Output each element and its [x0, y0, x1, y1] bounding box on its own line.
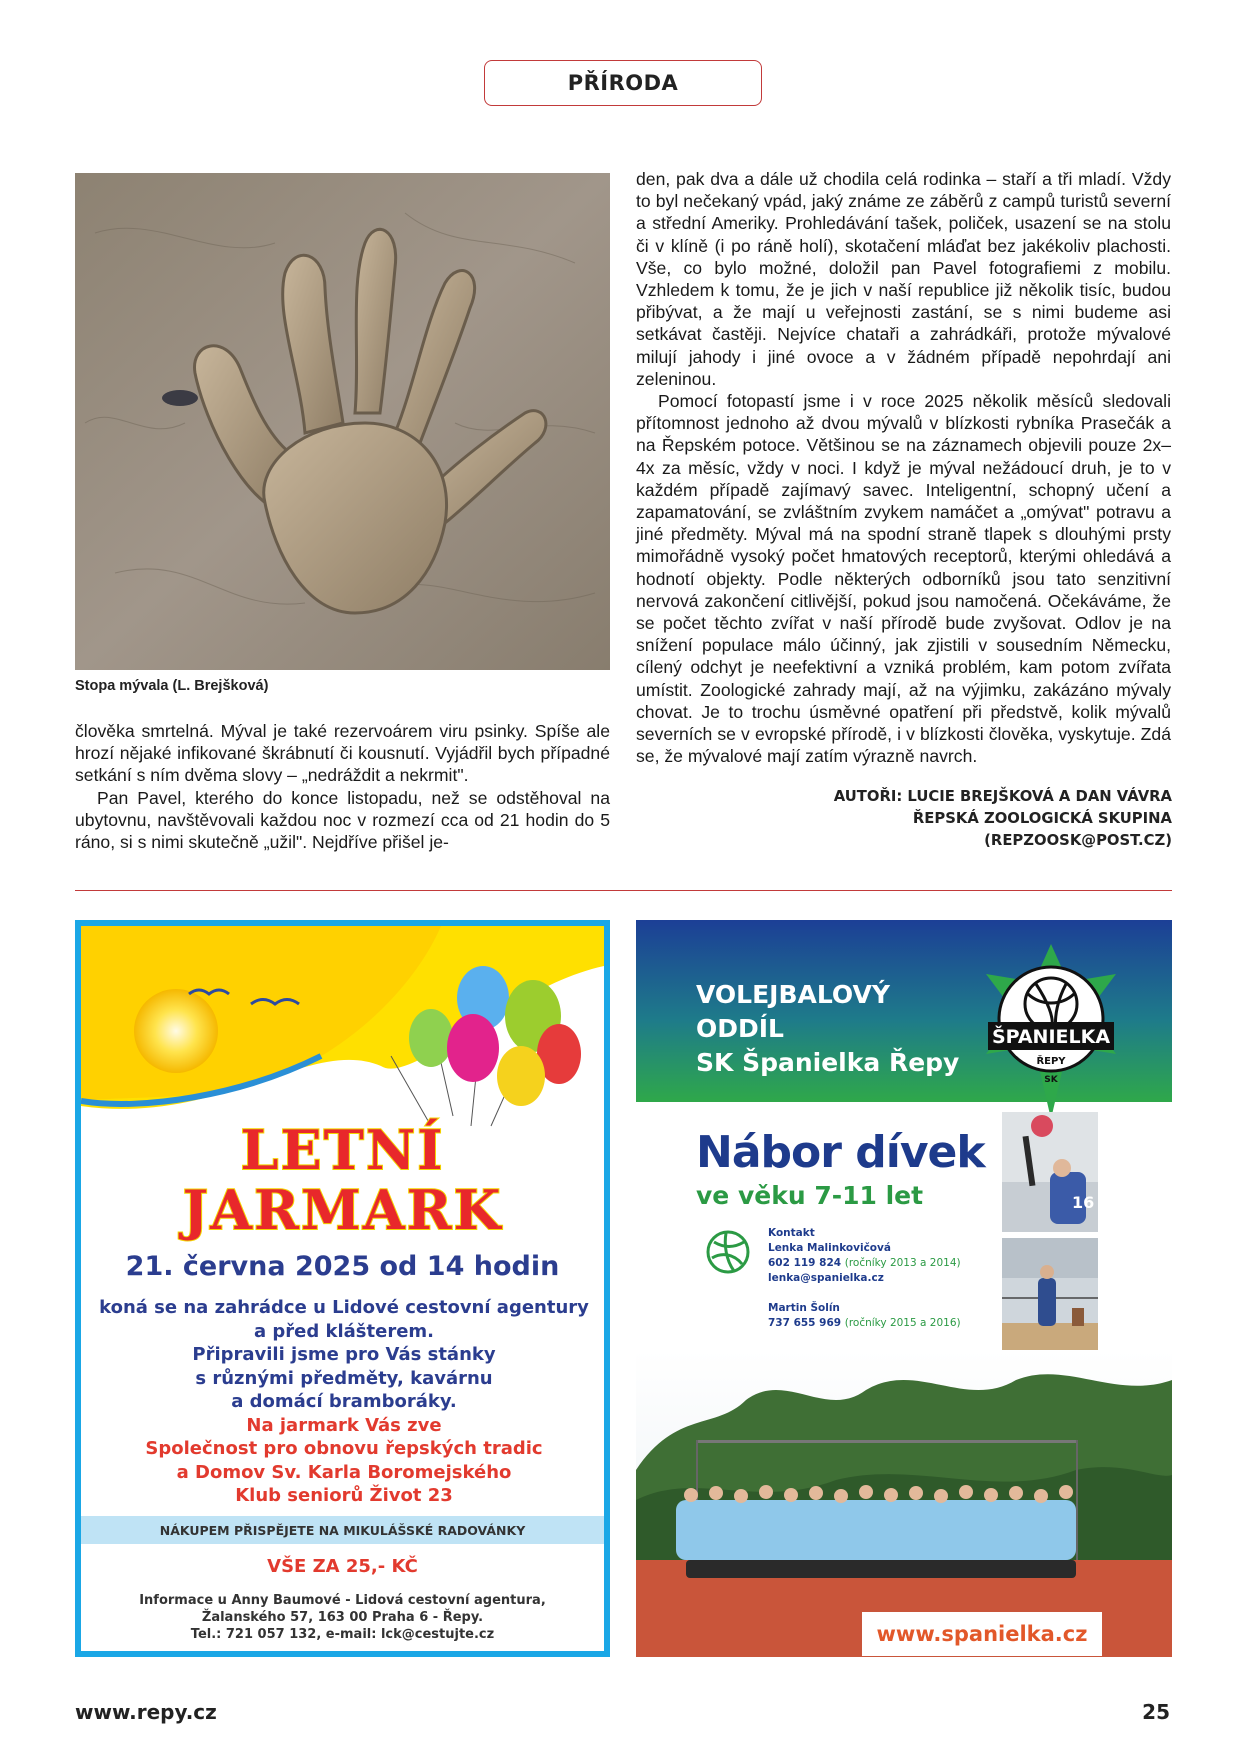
spanielka-logo-text: ŠPANIELKA: [991, 1026, 1111, 1048]
jarmark-info-line: Žalanského 57, 163 00 Praha 6 - Řepy.: [201, 1610, 484, 1625]
volleyball-spike-photo: [1002, 1112, 1098, 1232]
recruitment-age: ve věku 7-11 let: [696, 1181, 924, 1210]
jarmark-body-line: Připravili jsme pro Vás stánky: [192, 1344, 496, 1365]
jarmark-organizer-line: Na jarmark Vás zve: [246, 1414, 442, 1436]
article-paragraph: Pan Pavel, kterého do konce listopadu, než se odstěhoval na ubytovnu, navštěvovali každou noc v rozmezí cca od 21 hodin do 5 ráno, si s nimi skutečně „užil". Nejdříve přišel je-: [75, 787, 610, 853]
spanielka-header-line: VOLEJBALOVÝ: [696, 980, 890, 1009]
contact-note: (ročníky 2015 a 2016): [844, 1317, 961, 1329]
contact-phone[interactable]: 602 119 824: [768, 1257, 842, 1269]
jarmark-organizer-line: Klub seniorů Život 23: [235, 1485, 453, 1506]
jarmark-body-line: a domácí bramboráky.: [231, 1391, 457, 1412]
spanielka-logo: [976, 944, 1126, 1119]
contact-phone[interactable]: 737 655 969: [768, 1317, 842, 1329]
spanielka-header-line: SK Španielka Řepy: [696, 1048, 960, 1077]
jarmark-body-line: a před klášterem.: [253, 1320, 435, 1342]
article-paragraph: Pomocí fotopastí jsme i v roce 2025 několik měsíců sledovali přítomnost jednoho až dvou mývalů v blízkosti rybníka Prasečák a na Řepském potoce. Většinou se na záznamech objevili pouze 2x–4x za měsíc, vždy v noci. I když je mýval nežádoucí druh, je to v každém případě zajímavý savec. Inteligentní, schopný učení a zapamatování, se zvláštním zvykem namáčet a „omývat" potravu a jiné předměty. Mýval má na spodní straně tlapek s dlouhými prsty mimořádně vysoký počet hmatových receptorů, kterými ohledává a hodnotí objekty. Podle některých odborníků jsou tato senzitivní nervová zakončení citlivější, pokud jsou namočená. Očekáváme, že se počet těchto zvířat v naší přírodě bude zvyšovat. Odlov je na snížení populace málo účinný, jak zjistili v sousedním Německu, cílený odchyt je neefektivní a vzniká problém, kam potom zvířata umístit. Zoologické zahrady mají, až na výjimku, zakázáno mývaly chovat. Je to trochu úsměvné opatření při předstvě, kolik mývalů severních se v evropské přírodě, i v blízkosti člověka, vyskytuje. Zdá se, že mývalové mají zatím výrazně navrch.: [636, 391, 1171, 767]
author-group: ŘEPSKÁ ZOOLOGICKÁ SKUPINA: [912, 810, 1172, 827]
volleyball-hall-photo: [1002, 1238, 1098, 1358]
article-left-column: [75, 720, 610, 853]
spanielka-logo-sub: ŘEPY: [1036, 1056, 1066, 1067]
article-paragraph: člověka smrtelná. Mýval je také rezervoárem viru psinky. Spíše ale hrozí nějaké infikované škrábnutí či kousnutí. Vyjádřil bych případné setkání s ním dvěma slovy – „nedráždit a nekrmit".: [75, 721, 610, 786]
section-divider: [75, 890, 1172, 891]
footer-website[interactable]: www.repy.cz: [75, 1700, 217, 1724]
article-authors: [834, 786, 1172, 852]
spanielka-website-link[interactable]: www.spanielka.cz: [862, 1612, 1102, 1656]
contact-note: (ročníky 2013 a 2014): [844, 1257, 961, 1269]
contact-email[interactable]: lenka@spanielka.cz: [768, 1272, 884, 1284]
jarmark-body-line: koná se na zahrádce u Lidové cestovní agentury: [99, 1297, 589, 1318]
page-number: 25: [1142, 1700, 1170, 1724]
team-photo: [636, 1350, 1172, 1657]
author-email[interactable]: (REPZOOSK@POST.CZ): [984, 832, 1172, 849]
article-paragraph: den, pak dva a dále už chodila celá rodinka – staří a tři mladí. Vždy to byl nečekaný vpád, jaký známe ze záběrů z campů turistů severní a střední Ameriky. Prohledávání tašek, poliček, usazení se na stolu či v klíně (i po ráně holí), skotačení mláďat bez jakékoliv plachosti. Vše, co bylo možné, doložil pan Pavel fotografiemi z mobilu. Vzhledem k tomu, že je jich v naší republice již několik tisíc, budou přibývat, a že mají u veřejnosti zastání, se s nimi budeme asi setkávat častěji. Nejvíce chataři a zahrádkáři, protože mývalové milují jahody i jiné ovoce a v žádném případě nepohrdají ani zeleninou.: [636, 169, 1171, 389]
photo-caption: Stopa mývala (L. Brejšková): [75, 678, 269, 694]
jarmark-info-line: Informace u Anny Baumové - Lidová cestovní agentura,: [139, 1593, 546, 1608]
raccoon-footprint-photo: [75, 173, 610, 670]
jarmark-body: [99, 1296, 589, 1508]
spanielka-header-line: ODDÍL: [696, 1014, 784, 1043]
author-line: AUTOŘI: LUCIE BREJŠKOVÁ A DAN VÁVRA: [833, 788, 1172, 805]
spanielka-header-text: [696, 978, 959, 1080]
jarmark-charity-band: NÁKUPEM PŘISPĚJETE NA MIKULÁŠSKÉ RADOVÁNKY: [81, 1516, 604, 1544]
article-right-column: [636, 168, 1171, 767]
section-tag: PŘÍRODA: [484, 60, 762, 106]
contact-name: Lenka Malinkovičová: [768, 1242, 891, 1254]
contact-name: Martin Šolín: [768, 1302, 840, 1314]
jarmark-body-line: s různými předměty, kavárnu: [195, 1367, 493, 1389]
jarmark-organizer-line: a Domov Sv. Karla Boromejského: [176, 1461, 512, 1483]
contact-phone-line: [768, 1316, 961, 1331]
volleyball-icon: [706, 1230, 750, 1274]
jarmark-title-line2: JARMARK: [182, 1178, 503, 1242]
spanielka-logo-sk: SK: [1044, 1075, 1058, 1085]
contact-label: Kontakt: [768, 1227, 815, 1239]
jarmark-price: VŠE ZA 25,- KČ: [267, 1556, 418, 1577]
spanielka-advert: [636, 920, 1172, 1657]
jarmark-title-line1: LETNÍ: [240, 1118, 445, 1182]
contact-phone-line: [768, 1256, 961, 1271]
jarmark-info: [81, 1592, 604, 1643]
contact-block: [768, 1226, 961, 1331]
jarmark-date: 21. června 2025 od 14 hodin: [125, 1251, 560, 1282]
recruitment-title: Nábor dívek: [696, 1127, 985, 1178]
jarmark-advert: [75, 920, 610, 1657]
jarmark-organizer-line: Společnost pro obnovu řepských tradic: [145, 1438, 543, 1459]
jarmark-info-line[interactable]: Tel.: 721 057 132, e-mail: lck@cestujte.cz: [190, 1627, 495, 1642]
jersey-number: 16: [1072, 1193, 1095, 1212]
